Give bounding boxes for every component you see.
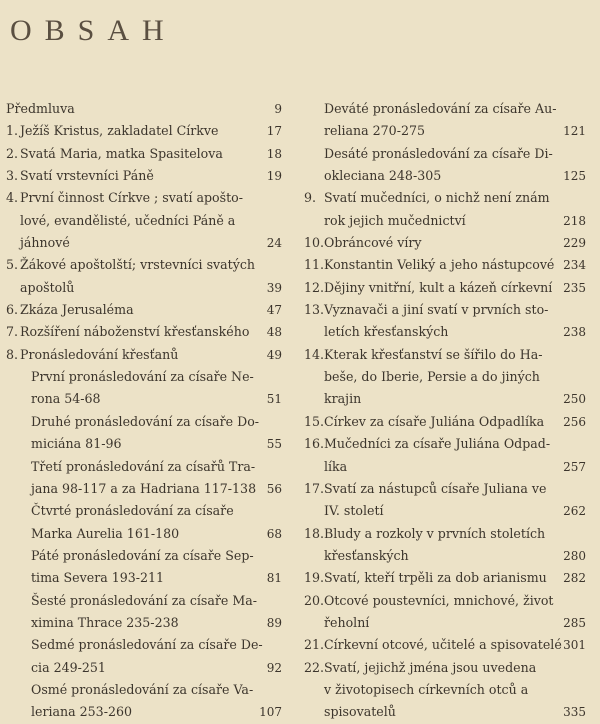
- entry-page-number: 49: [266, 347, 282, 362]
- toc-entry: [6, 143, 286, 165]
- entry-page-number: 238: [563, 325, 586, 340]
- entry-page-number: 24: [266, 236, 282, 251]
- entry-title: Šesté pronásledování za císaře Ma- ximina Thrace 235-238: [31, 592, 258, 630]
- entry-title: Svatí za nástupců císaře Juliana ve IV. století: [324, 480, 547, 519]
- entry-title: Bludy a rozkoly v prvních stoletích křesťanských: [324, 525, 546, 563]
- entry-title: Pronásledování křesťanů: [20, 346, 179, 362]
- toc-entry: [6, 411, 286, 456]
- entry-title: Páté pronásledování za císaře Sep- tima Severa 193-211: [31, 547, 254, 586]
- toc-entry: [304, 232, 594, 254]
- toc-entry: [304, 299, 594, 344]
- toc-entry: [304, 143, 594, 188]
- entry-page-number: 125: [563, 169, 586, 184]
- toc-entry: [6, 366, 286, 411]
- toc-entry: [304, 634, 594, 656]
- entry-title: Třetí pronásledování za císařů Tra- jana 98-117 a za Hadriana 117-138: [31, 458, 257, 496]
- toc-entry: [6, 98, 286, 120]
- entry-number: 14.: [304, 346, 325, 362]
- entry-number: 22.: [304, 659, 325, 675]
- toc-right-column: [304, 98, 594, 724]
- entry-page-number: 92: [266, 660, 282, 675]
- entry-title: Církev za císaře Juliána Odpadlíka: [324, 413, 545, 429]
- entry-page-number: 280: [563, 548, 586, 563]
- entry-title: Svatí, jejichž jména jsou uvedena v životopisech církevních otců a spisovatelů: [324, 659, 537, 720]
- entry-title: Dějiny vnitřní, kult a kázeň církevní: [324, 279, 553, 295]
- entry-title: Svatá Maria, matka Spasitelova: [20, 145, 223, 161]
- entry-page-number: 218: [563, 213, 586, 228]
- entry-title: Církevní otcové, učitelé a spisovatelé: [324, 637, 562, 653]
- entry-title: První pronásledování za císaře Ne- rona 54-68: [31, 369, 254, 407]
- toc-entry: [6, 299, 286, 321]
- entry-page-number: 51: [266, 392, 282, 407]
- entry-title: Otcové poustevníci, mnichové, život řeholní: [324, 592, 554, 630]
- entry-page-number: 262: [563, 504, 586, 519]
- entry-title: První činnost Církve ; svatí apošto- lové, evandělisté, učedníci Páně a jáhnové: [20, 190, 243, 251]
- entry-title: Svatí vrstevníci Páně: [20, 168, 154, 184]
- entry-page-number: 18: [266, 146, 282, 161]
- entry-page-number: 39: [266, 280, 282, 295]
- toc-entry: [6, 590, 286, 635]
- toc-entry: [304, 433, 594, 478]
- entry-page-number: 250: [563, 392, 586, 407]
- entry-number: 10.: [304, 235, 325, 251]
- toc-entry: [6, 545, 286, 590]
- toc-entry: [304, 523, 594, 568]
- entry-title: Desáté pronásledování za císaře Di- okleciana 248-305: [324, 145, 553, 184]
- entry-page-number: 335: [563, 705, 586, 720]
- entry-number: 15.: [304, 413, 325, 429]
- toc-left-column: [6, 98, 286, 724]
- entry-page-number: 56: [266, 481, 282, 496]
- entry-title: Konstantin Veliký a jeho nástupcové: [324, 257, 555, 273]
- entry-page-number: 55: [266, 437, 282, 452]
- toc-entry: [304, 277, 594, 299]
- entry-page-number: 121: [563, 124, 586, 139]
- entry-number: 11.: [304, 257, 325, 273]
- entry-page-number: 107: [259, 705, 282, 720]
- toc-entry: [304, 590, 594, 635]
- entry-page-number: 9: [274, 102, 282, 116]
- entry-page-number: 48: [266, 325, 282, 340]
- entry-number: 9.: [304, 190, 317, 206]
- entry-number: 20.: [304, 592, 325, 608]
- entry-number: 1.: [6, 123, 19, 139]
- toc-entry: [6, 456, 286, 501]
- entry-page-number: 285: [563, 615, 586, 630]
- entry-number: 2.: [6, 145, 19, 161]
- entry-title: Kterak křesťanství se šířilo do Ha- beše, do Iberie, Persie a do jiných krajin: [324, 346, 543, 407]
- toc-entry: [304, 187, 594, 232]
- entry-page-number: 81: [266, 571, 282, 586]
- toc-entry: [6, 321, 286, 343]
- entry-title: Svatí, kteří trpěli za dob arianismu: [324, 570, 547, 586]
- entry-title: Žákové apoštolští; vrstevníci svatých apoštolů: [20, 257, 256, 295]
- entry-number: 7.: [6, 324, 19, 340]
- entry-number: 13.: [304, 302, 325, 318]
- entry-page-number: 256: [563, 414, 586, 429]
- entry-number: 3.: [6, 168, 19, 184]
- entry-page-number: 301: [563, 638, 586, 653]
- entry-number: 21.: [304, 637, 325, 653]
- toc-entry: [6, 254, 286, 299]
- entry-title: Vyznavači a jiní svatí v prvních sto- letích křesťanských: [324, 302, 549, 340]
- entry-page-number: 229: [563, 236, 586, 251]
- entry-title: Obráncové víry: [324, 235, 422, 251]
- entry-page-number: 17: [266, 124, 282, 139]
- entry-number: 5.: [6, 257, 19, 273]
- entry-page-number: 257: [563, 459, 586, 474]
- entry-number: 18.: [304, 525, 325, 541]
- entry-title: Sedmé pronásledování za císaře De- cia 249-251: [31, 637, 263, 675]
- toc-entry: [304, 478, 594, 523]
- entry-title: Druhé pronásledování za císaře Do- miciána 81-96: [31, 413, 260, 452]
- toc-entry: [304, 567, 594, 589]
- entry-number: 16.: [304, 436, 325, 452]
- toc-entry: [6, 187, 286, 254]
- entry-number: 4.: [6, 190, 19, 206]
- toc-entry: [304, 657, 594, 724]
- entry-title: Čtvrté pronásledování za císaře Marka Aurelia 161-180: [31, 503, 234, 541]
- entry-number: 8.: [6, 346, 19, 362]
- entry-title: Ježíš Kristus, zakladatel Církve: [20, 123, 219, 139]
- page-title: OBSAH: [10, 14, 177, 47]
- entry-title: Zkáza Jerusaléma: [20, 302, 134, 318]
- entry-page-number: 234: [563, 258, 586, 273]
- entry-title: Deváté pronásledování za císaře Au- reliana 270-275: [324, 101, 557, 139]
- toc-entry: [304, 344, 594, 411]
- entry-number: 6.: [6, 302, 19, 318]
- toc-entry: [6, 165, 286, 187]
- entry-page-number: 47: [266, 303, 282, 318]
- toc-entry: [6, 500, 286, 545]
- toc-entry: [304, 411, 594, 433]
- entry-number: 17.: [304, 480, 325, 496]
- toc-entry: [6, 344, 286, 366]
- entry-page-number: 235: [563, 280, 586, 295]
- toc-entry: [6, 120, 286, 142]
- entry-title: Mučedníci za císaře Juliána Odpad- líka: [324, 436, 551, 474]
- entry-page-number: 68: [266, 526, 282, 541]
- entry-number: 19.: [304, 570, 325, 586]
- entry-page-number: 19: [266, 169, 282, 184]
- toc-entry: [304, 254, 594, 276]
- toc-entry: [6, 634, 286, 679]
- entry-page-number: 282: [563, 571, 586, 586]
- entry-number: 12.: [304, 279, 325, 295]
- entry-title: Svatí mučedníci, o nichž není znám rok jejich mučednictví: [324, 190, 550, 228]
- toc-entry: [6, 679, 286, 724]
- entry-title: Předmluva: [6, 101, 75, 116]
- entry-title: Osmé pronásledování za císaře Va- leriana 253-260: [31, 681, 254, 720]
- toc-entry: [304, 98, 594, 143]
- entry-page-number: 89: [266, 615, 282, 630]
- entry-title: Rozšíření náboženství křesťanského: [20, 324, 250, 340]
